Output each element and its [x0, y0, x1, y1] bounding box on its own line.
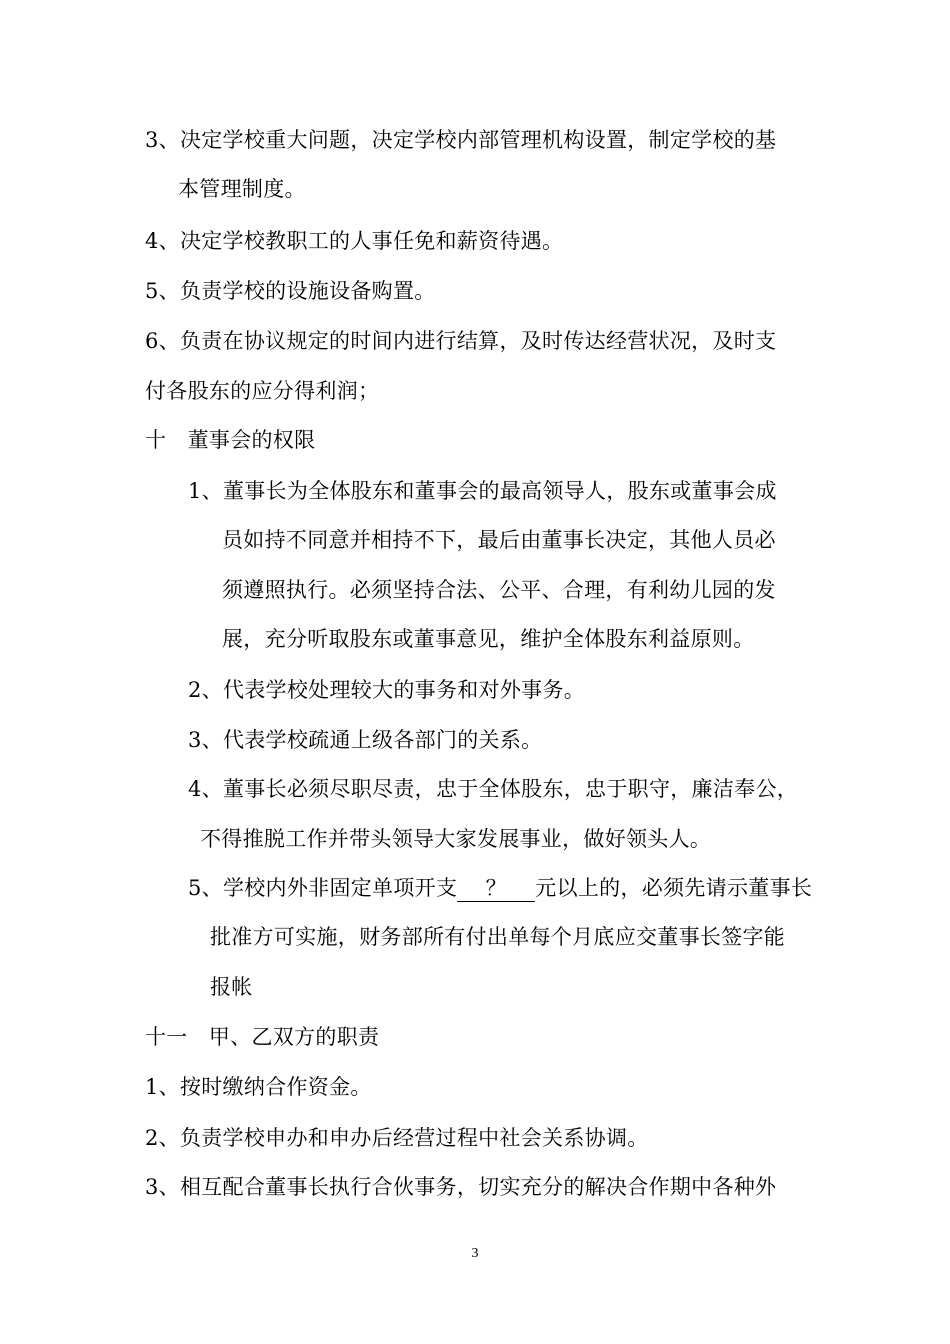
section-heading: 十一 甲、乙双方的职责	[145, 1025, 380, 1049]
text-line: 4、决定学校教职工的人事任免和薪资待遇。	[145, 229, 564, 253]
text-line: 3、相互配合董事长执行合伙事务，切实充分的解决合作期中各种外	[145, 1175, 777, 1199]
item5-prefix: 5、学校内外非固定单项开支	[188, 876, 458, 900]
text-line: 员如持不同意并相持不下，最后由董事长决定，其他人员必	[222, 528, 776, 552]
item5-suffix: 元以上的，必须先请示董事长	[535, 876, 813, 900]
text-line: 3、代表学校疏通上级各部门的关系。	[188, 728, 543, 752]
text-line: 付各股东的应分得利润；	[145, 379, 380, 403]
amount-blank: ？	[457, 875, 535, 902]
text-line-item5	[188, 873, 812, 903]
text-line: 展，充分听取股东或董事意见，维护全体股东利益原则。	[222, 627, 755, 651]
text-line: 4、董事长必须尽职尽责，忠于全体股东，忠于职守，廉洁奉公，	[188, 777, 799, 801]
text-line: 本管理制度。	[178, 177, 306, 201]
text-line: 2、代表学校处理较大的事务和对外事务。	[188, 678, 586, 702]
text-line: 不得推脱工作并带头领导大家发展事业，做好领头人。	[200, 827, 712, 851]
text-line: 5、负责学校的设施设备购置。	[145, 279, 436, 303]
text-line: 6、负责在协议规定的时间内进行结算，及时传达经营状况，及时支	[145, 329, 777, 353]
text-line: 报帐	[210, 975, 253, 999]
section-heading: 十 董事会的权限	[145, 428, 316, 452]
text-line: 须遵照执行。必须坚持合法、公平、合理，有利幼儿园的发	[222, 578, 776, 602]
text-line: 1、董事长为全体股东和董事会的最高领导人，股东或董事会成	[188, 479, 777, 503]
text-line: 1、按时缴纳合作资金。	[145, 1075, 372, 1099]
text-line: 2、负责学校申办和申办后经营过程中社会关系协调。	[145, 1126, 649, 1150]
text-line: 批准方可实施，财务部所有付出单每个月底应交董事长签字能	[210, 925, 786, 949]
page-number: 3	[471, 1246, 479, 1261]
text-line: 3、决定学校重大问题，决定学校内部管理机构设置，制定学校的基	[145, 128, 777, 152]
